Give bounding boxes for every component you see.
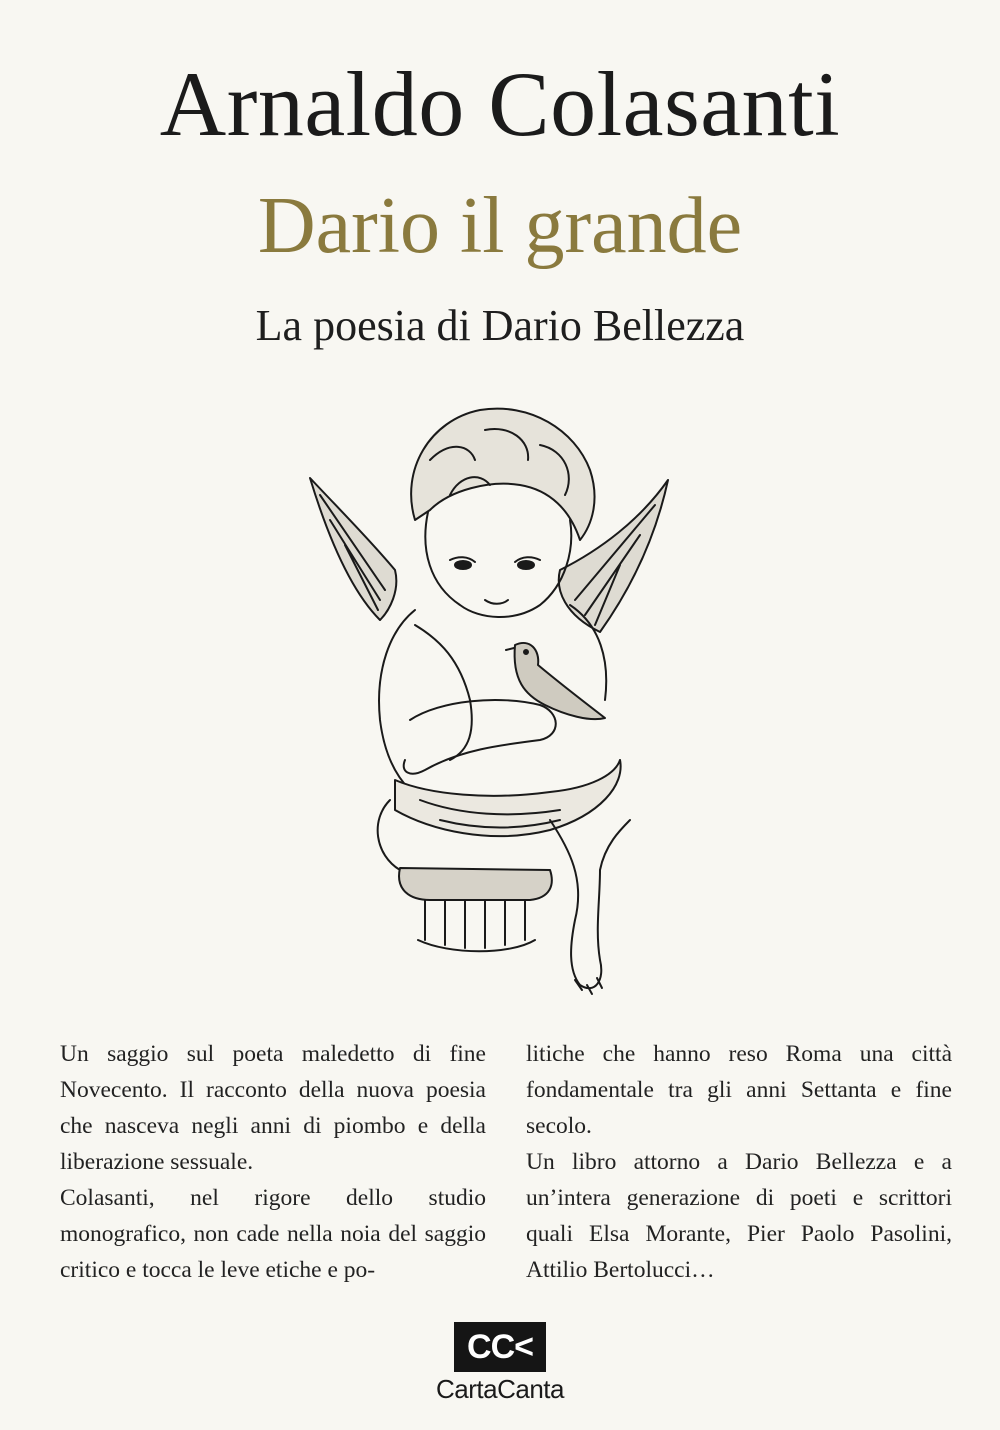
blurb-left-column: [60, 1036, 486, 1288]
book-title: Dario il grande: [257, 182, 743, 270]
publisher-block: [0, 1322, 1000, 1405]
blurb-paragraph: Un saggio sul poeta maledetto di fine Novecento. Il racconto della nuova poesia che nasceva negli anni di piombo e della liberazione sessuale.: [60, 1041, 486, 1175]
book-subtitle: La poesia di Dario Bellezza: [255, 301, 745, 350]
blurb-paragraph: litiche che hanno reso Roma una città fondamentale tra gli anni Settanta e fine secolo.: [526, 1041, 952, 1139]
blurb-right-column: [526, 1036, 952, 1288]
publisher-name: CartaCanta: [436, 1374, 564, 1404]
blurb-paragraph: Colasanti, nel rigore dello studio monografico, non cade nella noia del saggio critico e tocca le leve etiche e po-: [60, 1185, 486, 1283]
blurb-paragraph: Un libro attorno a Dario Bellezza e a un’intera generazione di poeti e scrittori quali Elsa Morante, Pier Paolo Pasolini, Attilio Bertolucci…: [526, 1149, 952, 1283]
author-name: Arnaldo Colasanti: [159, 53, 841, 155]
publisher-logo: CC<: [454, 1322, 546, 1372]
cherub-with-bird-icon: [300, 400, 680, 1000]
